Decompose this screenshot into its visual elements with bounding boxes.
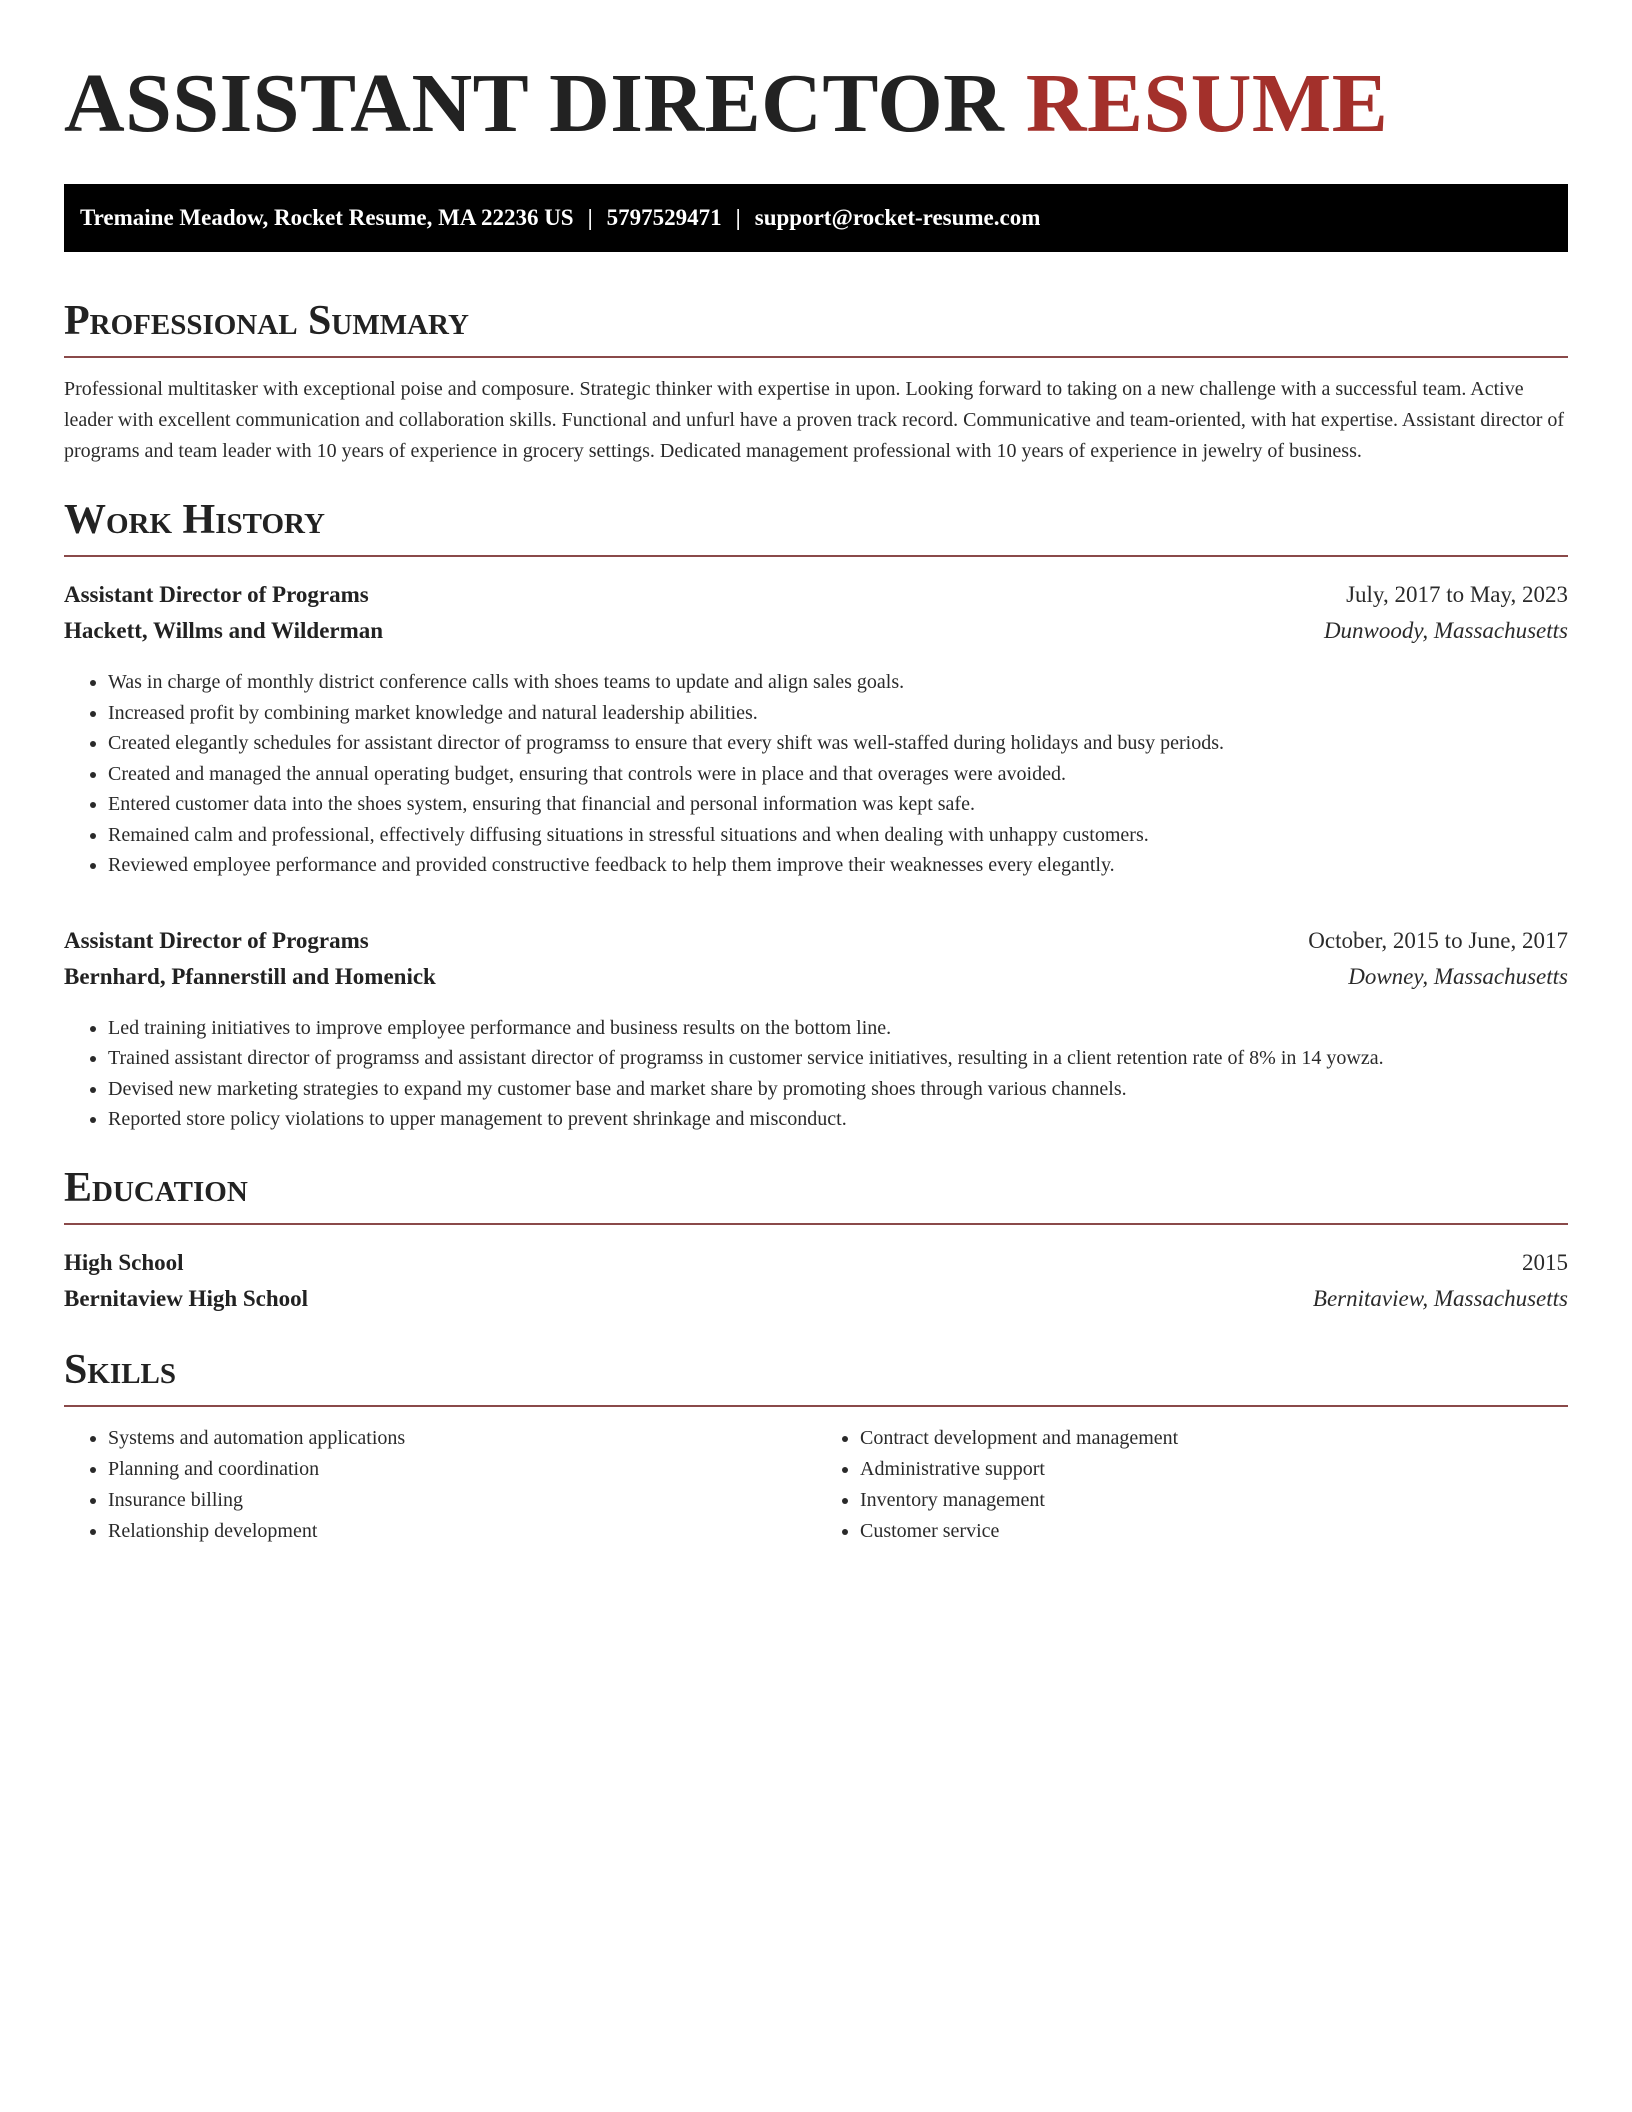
summary-text: Professional multitasker with exceptional poise and composure. Strategic thinker with expertise in upon. Looking forward to taking on a new challenge with a successful team. Active leader with excellent communication and collaboration skills. Functional and unfurl have a proven track record. Communicative and team-oriented, with hat expertise. Assistant director of programs and team leader with 10 years of experience in grocery settings. Dedicated management professional with 10 years of experience in jewelry of business. [64,378,1565,462]
job-bullet: • Trained assistant director of programss and assistant director of programss in customer service initiatives, resulting in a client retention rate of 8% in 14 yowza. [108,1043,1568,1074]
job-title-row [64,577,1568,613]
job-bullets [64,667,1568,881]
contact-email: support@rocket-resume.com [754,205,1041,230]
skills-column-right [816,1423,1568,1547]
education-year: 2015 [1522,1249,1568,1275]
job-dates: July, 2017 to May, 2023 [1346,582,1568,607]
job-bullet: • Was in charge of monthly district conference calls with shoes teams to update and align sales goals. [108,667,1568,698]
job-company-row [64,959,1568,995]
education-entry [64,1245,1568,1317]
skill-item: • Customer service [860,1516,1568,1547]
job-bullet: • Led training initiatives to improve employee performance and business results on the bottom line. [108,1013,1568,1044]
summary-heading: Professional Summary [64,296,1568,358]
job-bullet: • Increased profit by combining market knowledge and natural leadership abilities. [108,698,1568,729]
job-entry [64,923,1568,1135]
skill-item: • Administrative support [860,1454,1568,1485]
skills-heading: Skills [64,1345,1568,1407]
contact-separator: | [587,205,593,230]
job-title: Assistant Director of Programs [64,927,369,953]
skill-item: • Contract development and management [860,1423,1568,1454]
job-bullet: • Created and managed the annual operating budget, ensuring that controls were in place and that overages were avoided. [108,759,1568,790]
job-dates: October, 2015 to June, 2017 [1308,927,1568,953]
education-school-row [64,1281,1568,1317]
skills-grid [64,1423,1568,1547]
education-school: Bernitaview High School [64,1285,309,1311]
skill-item: • Insurance billing [108,1485,816,1516]
skill-item: • Relationship development [108,1516,816,1547]
job-bullet: • Reviewed employee performance and provided constructive feedback to help them improve their weaknesses every elegantly. [108,850,1568,881]
job-bullet: • Entered customer data into the shoes system, ensuring that financial and personal information was kept safe. [108,789,1568,820]
work-history-heading: Work History [64,495,1568,557]
education-heading: Education [64,1163,1568,1225]
skill-item: • Systems and automation applications [108,1423,816,1454]
job-company-row [64,613,1568,649]
skills-column-left [64,1423,816,1547]
job-bullet: • Remained calm and professional, effectively diffusing situations in stressful situations and when dealing with unhappy customers. [108,820,1568,851]
job-company: Bernhard, Pfannerstill and Homenick [64,963,436,989]
job-location: Dunwoody, Massachusetts [1323,618,1568,643]
title-accent: RESUME [1025,57,1389,150]
contact-phone: 5797529471 [606,205,722,230]
job-title-row [64,923,1568,959]
skill-item: • Planning and coordination [108,1454,816,1485]
job-entry [64,577,1568,881]
job-title: Assistant Director of Programs [64,582,369,607]
contact-address: Tremaine Meadow, Rocket Resume, MA 22236 US [80,205,574,230]
job-company: Hackett, Willms and Wilderman [64,618,384,643]
resume-title [64,0,1568,150]
education-degree: High School [64,1249,184,1275]
skill-item: • Inventory management [860,1485,1568,1516]
job-location: Downey, Massachusetts [1348,963,1568,989]
education-location: Bernitaview, Massachusetts [1312,1285,1568,1311]
job-bullets [64,1013,1568,1135]
contact-separator: | [735,205,741,230]
education-degree-row [64,1245,1568,1281]
contact-bar [64,184,1568,252]
job-bullet: • Devised new marketing strategies to expand my customer base and market share by promoting shoes through various channels. [108,1074,1568,1105]
title-main: ASSISTANT DIRECTOR [64,57,1005,150]
job-bullet: • Created elegantly schedules for assistant director of programss to ensure that every shift was well-staffed during holidays and busy periods. [108,728,1568,759]
job-bullet: • Reported store policy violations to upper management to prevent shrinkage and misconduct. [108,1104,1568,1135]
